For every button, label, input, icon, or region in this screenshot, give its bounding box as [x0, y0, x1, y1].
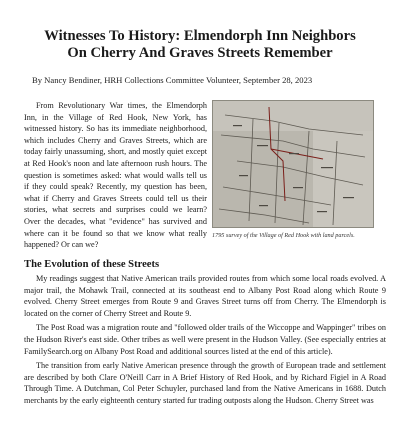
intro-paragraph: From Revolutionary War times, the Elmendorph Inn, in the Village of Red Hook, New York, has witnessed history. So has its immediate neighborhood, which includes Cherry and Graves Streets, which are today fairly unassuming, short, and mostly quiet except at Red Hook's noon and late afternoon rush hours. The question is sometimes asked: what would walls tell us if they could speak? Recently, my question has been, what if Cherry and Graves Streets could tell us their stories, what secrets and surprises could we learn? Over the decades, what "evidence" has survived and where can it be found so that we know what really happened? Or can we?: [24, 101, 207, 250]
body-paragraph: The transition from early Native American presence through the growth of European trade and settlement are described by both Clare O'Neill Carr in A Brief History of Red Hook, and by Richard Figiel in A Road Through Time. A Dutchman, Col Peter Schuyler, purchased land from the Native Americans in 1688. Dutch merchants by the early eighteenth century started fur trading outposts along the Hudson. Cherry Street was: [24, 361, 386, 405]
body-paragraph: The Post Road was a migration route and "followed older trails of the Wiccoppe and Wappinger" tribes on the Hudson River's east side. Other tribes as well were present in the Hudson Valley. (See especially entries at FamilySearch.org on Albany Post Road and additional sources listed at the end of this article).: [24, 323, 386, 356]
figure-caption: 1795 survey of the Village of Red Hook with land parcels.: [212, 232, 355, 239]
survey-map-image: [212, 100, 374, 228]
article-title-line-2: On Cherry And Graves Streets Remember: [67, 45, 333, 61]
article-body: [24, 273, 386, 407]
intro-text: [24, 100, 207, 251]
article-title: [0, 28, 400, 62]
section-heading: The Evolution of these Streets: [24, 259, 160, 270]
survey-figure: [212, 100, 388, 240]
intro-section: [0, 100, 400, 252]
article-title-line-1: Witnesses To History: Elmendorph Inn Neighbors: [44, 28, 356, 44]
body-paragraph: My readings suggest that Native American trails provided routes from which some local roads evolved. A major trail, the Mohawk Trail, connected at its southeast end to Albany Post Road along which Route 9 evolved. Cherry Street emerges from Route 9 and Graves Street turns off from Cherry. The Elmendorph is located on the corner of Cherry Street and Route 9.: [24, 274, 386, 318]
article-page: [0, 28, 400, 428]
article-byline: By Nancy Bendiner, HRH Collections Committee Volunteer, September 28, 2023: [32, 75, 313, 85]
